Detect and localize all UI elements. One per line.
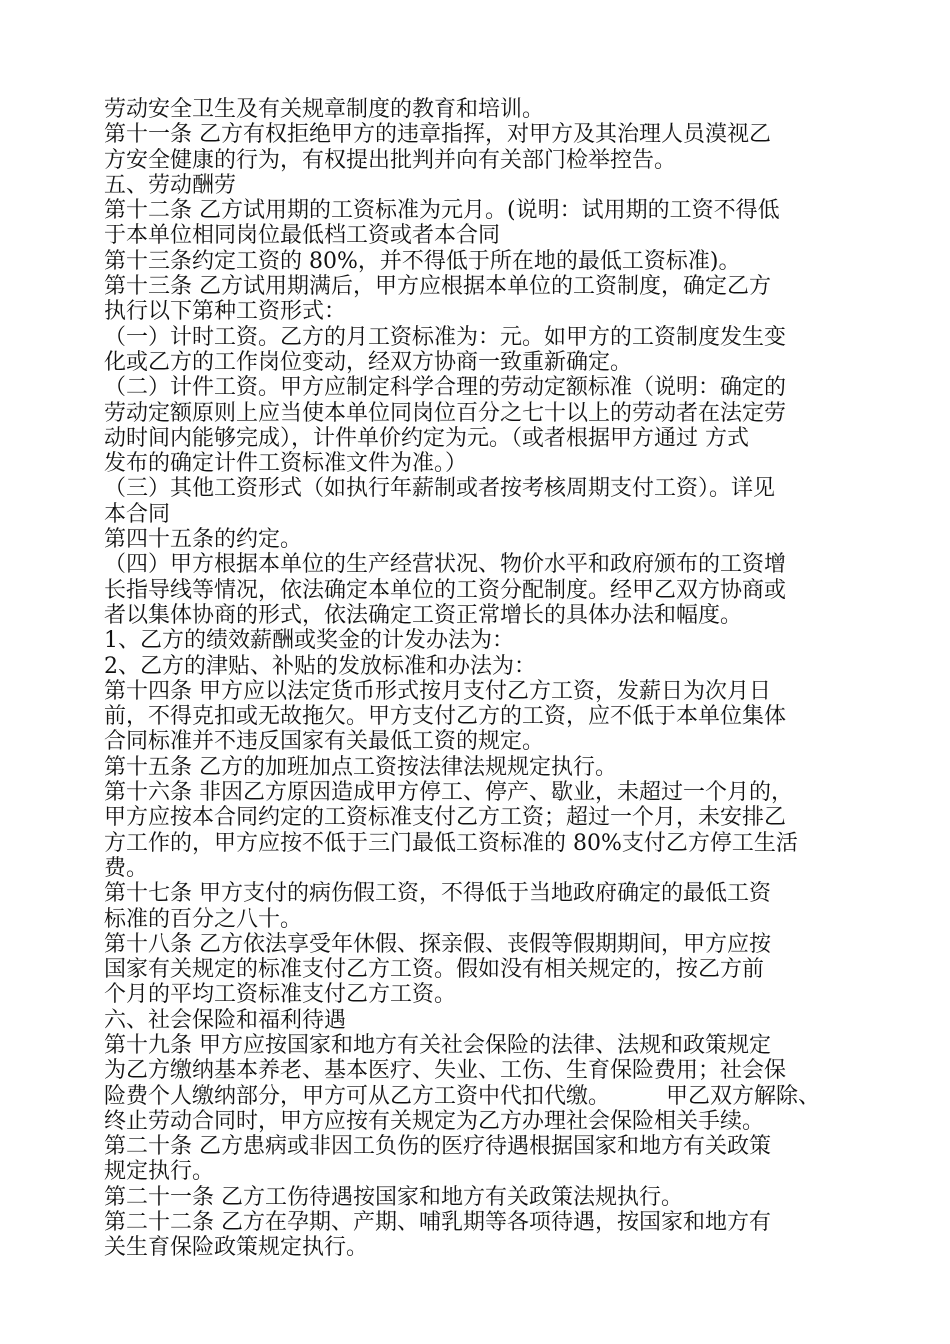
text-line: 国家有关规定的标准支付乙方工资。假如没有相关规定的，按乙方前 (104, 957, 765, 983)
text-line: 前，不得克扣或无故拖欠。甲方支付乙方的工资，应不低于本单位集体 (104, 704, 787, 730)
text-line: （二）计件工资。甲方应制定科学合理的劳动定额标准（说明：确定的 (104, 375, 787, 401)
text-line: 劳动安全卫生及有关规章制度的教育和培训。 (104, 97, 545, 122)
text-line: 第十一条 乙方有权拒绝甲方的违章指挥，对甲方及其治理人员漠视乙 (104, 122, 771, 148)
text-line: 第十三条 乙方试用期满后，甲方应根据本单位的工资制度，确定乙方 (104, 274, 771, 300)
text-line: 长指导线等情况，依法确定本单位的工资分配制度。经甲乙双方协商或 (104, 577, 787, 603)
text-line: 合同标准并不违反国家有关最低工资的规定。 (104, 729, 545, 755)
text-line: 第二十条 乙方患病或非因工负伤的医疗待遇根据国家和地方有关政策 (104, 1134, 771, 1160)
text-line: 第十七条 甲方支付的病伤假工资，不得低于当地政府确定的最低工资 (104, 881, 771, 907)
text-line: 方安全健康的行为，有权提出批判并向有关部门检举控告。 (104, 147, 677, 173)
text-line: 本合同 (104, 501, 171, 527)
text-line: 执行以下第种工资形式： (104, 299, 347, 325)
text-line: 第十五条 乙方的加班加点工资按法律法规规定执行。 (104, 754, 617, 780)
text-line: 第十八条 乙方依法享受年休假、探亲假、丧假等假期期间，甲方应按 (104, 931, 771, 957)
text-line: 第十九条 甲方应按国家和地方有关社会保险的法律、法规和政策规定 (104, 1032, 771, 1058)
text-line: 发布的确定计件工资标准文件为准。） (104, 451, 468, 477)
text-line: 关生育保险政策规定执行。 (104, 1235, 369, 1261)
text-line: 1、乙方的绩效薪酬或奖金的计发办法为： (104, 628, 514, 654)
text-line: 险费个人缴纳部分，甲方可从乙方工资中代扣代缴。 甲乙双方解除、 (104, 1083, 820, 1109)
text-line: （三）其他工资形式（如执行年薪制或者按考核周期支付工资）。详见 (104, 476, 776, 502)
text-line: 劳动定额原则上应当使本单位同岗位百分之七十以上的劳动者在法定劳 (104, 400, 787, 426)
text-line: 个月的平均工资标准支付乙方工资。 (104, 982, 457, 1008)
text-line: 方工作的，甲方应按不低于三门最低工资标准的 80%支付乙方停工生活 (104, 830, 798, 856)
text-line: 第十四条 甲方应以法定货币形式按月支付乙方工资，发薪日为次月日 (104, 678, 771, 704)
text-line: 动时间内能够完成），计件单价约定为元。（或者根据甲方通过 方式 (104, 425, 749, 451)
text-line: 甲方应按本合同约定的工资标准支付乙方工资；超过一个月，未安排乙 (104, 805, 787, 831)
text-line: （一）计时工资。乙方的月工资标准为：元。如甲方的工资制度发生变 (104, 324, 787, 350)
text-line: 第十三条约定工资的 80%，并不得低于所在地的最低工资标准)。 (104, 248, 741, 274)
text-line: 六、社会保险和福利待遇 (104, 1007, 347, 1033)
text-line: 为乙方缴纳基本养老、基本医疗、失业、工伤、生育保险费用；社会保 (104, 1058, 787, 1084)
text-line: 第二十一条 乙方工伤待遇按国家和地方有关政策法规执行。 (104, 1184, 683, 1210)
text-line: 规定执行。 (104, 1159, 215, 1185)
text-line: 第十六条 非因乙方原因造成甲方停工、停产、歇业，未超过一个月的， (104, 780, 793, 806)
text-line: 费。 (104, 855, 149, 881)
text-line: 终止劳动合同时，甲方应按有关规定为乙方办理社会保险相关手续。 (104, 1108, 765, 1134)
contract-text-body (104, 97, 864, 1261)
text-line: 2、乙方的津贴、补贴的发放标准和办法为： (104, 653, 536, 679)
text-line: 于本单位相同岗位最低档工资或者本合同 (104, 223, 501, 249)
text-line: 第十二条 乙方试用期的工资标准为元月。(说明：试用期的工资不得低 (104, 198, 780, 224)
text-line: 化或乙方的工作岗位变动，经双方协商一致重新确定。 (104, 349, 633, 375)
text-line: （四）甲方根据本单位的生产经营状况、物价水平和政府颁布的工资增 (104, 552, 787, 578)
text-line: 第二十二条 乙方在孕期、产期、哺乳期等各项待遇，按国家和地方有 (104, 1210, 771, 1236)
text-line: 者以集体协商的形式，依法确定工资正常增长的具体办法和幅度。 (104, 602, 743, 628)
text-line: 第四十五条的约定。 (104, 527, 303, 553)
text-line: 五、劳动酬劳 (104, 172, 237, 198)
text-line: 标准的百分之八十。 (104, 906, 303, 932)
